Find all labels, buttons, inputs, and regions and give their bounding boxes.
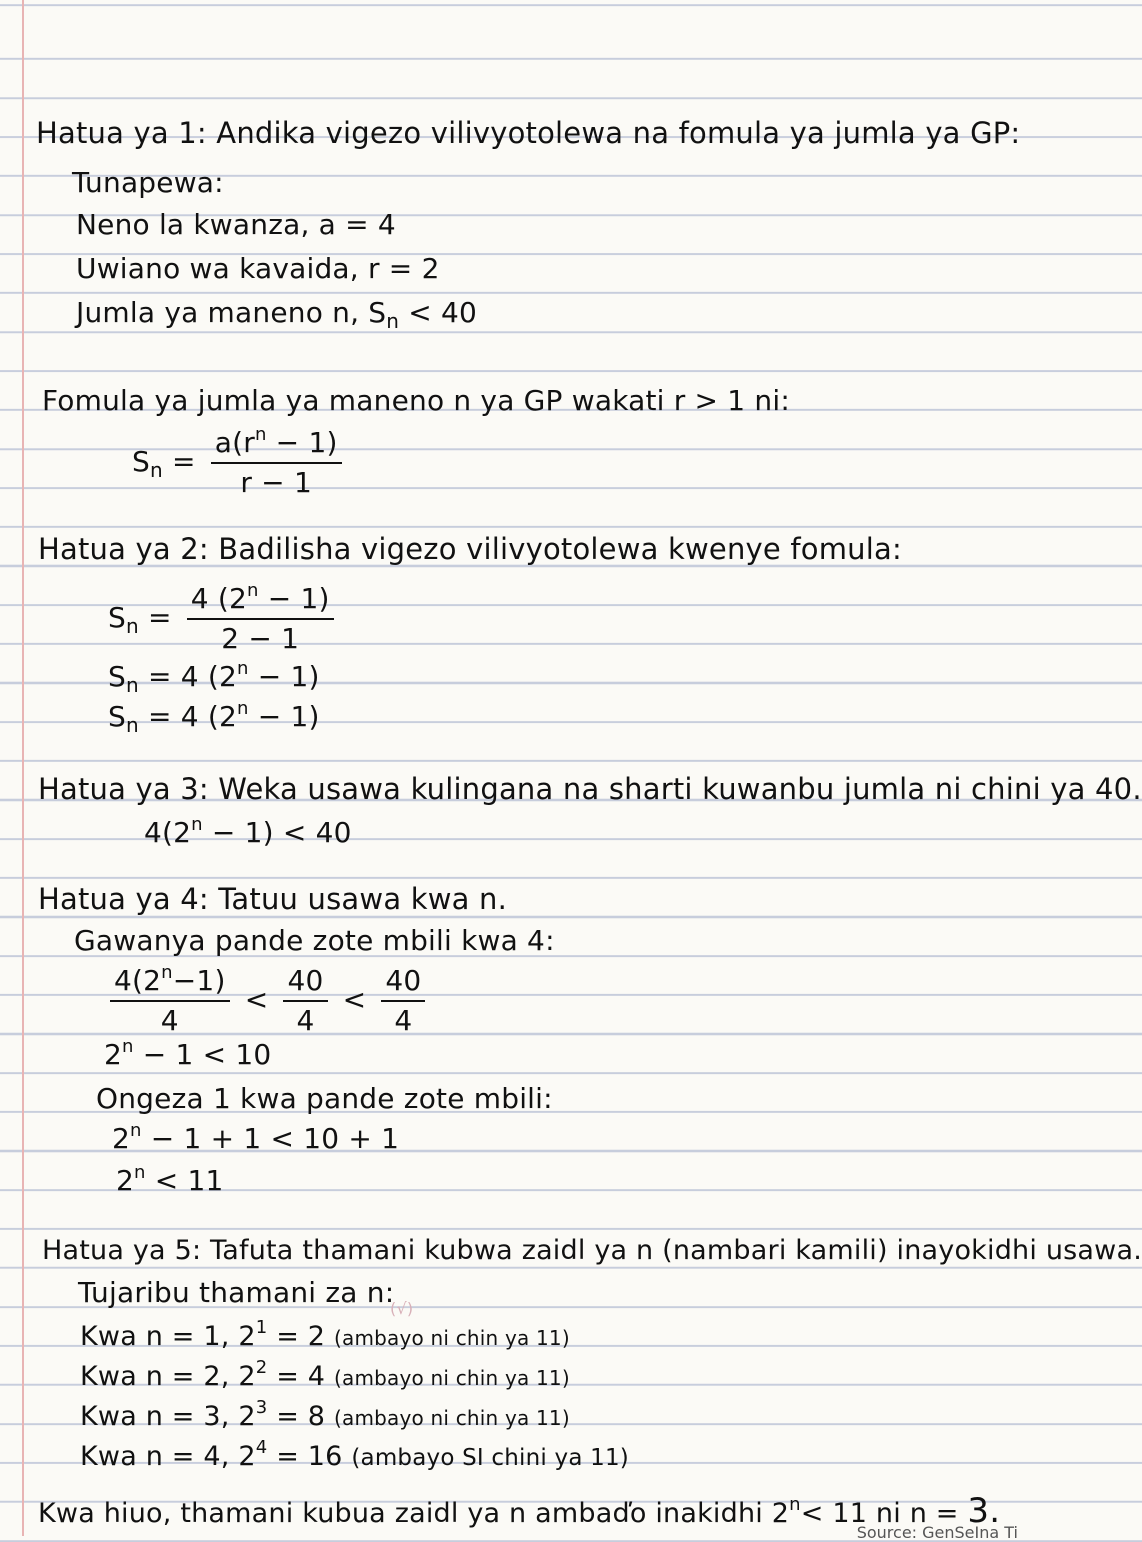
simplified-exponent: n (122, 1036, 134, 1057)
trial-2-rest: = 4 (267, 1361, 326, 1392)
sum-condition-suffix: < 40 (399, 296, 478, 329)
step4-heading: Hatua ya 4: Tatuu usawa kwa n. (38, 882, 508, 916)
added-a: 2 (112, 1122, 131, 1155)
divided-fraction-rhs (381, 964, 425, 1038)
divided-lhs-denominator: 4 (160, 1004, 179, 1037)
trial-4-rest: = 16 (267, 1441, 343, 1472)
trial-1-rest: = 2 (267, 1321, 326, 1352)
final-ineq-a: 2 (116, 1164, 135, 1197)
formula-numerator-a: a(r (214, 426, 255, 459)
substitution-line-1 (108, 582, 340, 656)
trial-row-4 (80, 1437, 629, 1475)
sub3-rhs-b: − 1) (248, 700, 320, 733)
trial-4-note: (ambayo SI chini ya 11) (351, 1445, 629, 1471)
substitution-line-2 (108, 658, 320, 697)
sum-condition-line (76, 296, 478, 333)
divided-rhs-denominator: 4 (394, 1004, 413, 1037)
trial-3-exponent: 3 (255, 1397, 268, 1418)
formula-lhs-subscript: n (149, 458, 163, 482)
divided-middle-denominator: 4 (296, 1004, 315, 1037)
sub3-lhs-subscript: n (125, 713, 139, 737)
step5-heading: Hatua ya 5: Tafuta thamani kubwa zaidl ya n (nambari kamili) inayokidhi usawa. (42, 1235, 1142, 1266)
final-inequality (116, 1164, 224, 1198)
divided-lhs-numerator-a: 4(2 (114, 964, 162, 997)
trial-3-rest: = 8 (267, 1401, 326, 1432)
trial-row-2 (80, 1357, 570, 1395)
sub1-numerator (187, 582, 334, 620)
substitution-line-3 (108, 698, 320, 737)
formula-fraction (211, 426, 342, 500)
final-answer: 3. (967, 1491, 1001, 1531)
formula-numerator-exponent: n (254, 424, 267, 445)
formula-lhs: S (132, 445, 150, 478)
formula-intro: Fomula ya jumla ya maneno n ya GP wakati r > 1 ni: (42, 384, 790, 417)
sub1-lhs-subscript: n (125, 614, 139, 638)
final-ineq-b: < 11 (145, 1164, 224, 1197)
sub3-rhs-exponent: n (237, 698, 249, 719)
conclusion-text-b: < 11 ni n = (800, 1498, 968, 1529)
divided-middle-numerator: 40 (283, 964, 327, 1002)
sub1-numerator-a: 4 (2 (190, 582, 248, 615)
simplified-a: 2 (104, 1038, 123, 1071)
sub2-equals: = (147, 660, 172, 693)
sub2-lhs-subscript: n (125, 673, 139, 697)
trial-3-note: (ambayo ni chin ya 11) (333, 1406, 570, 1430)
faint-pencil-mark: (√) (390, 1299, 414, 1318)
sub3-lhs: S (108, 700, 126, 733)
formula-numerator-b: − 1) (266, 426, 338, 459)
divided-fraction-lhs (110, 964, 230, 1038)
divided-lhs-exponent: n (161, 962, 173, 983)
inequality-line (144, 816, 352, 850)
sub3-equals: = (147, 700, 172, 733)
sub2-rhs-b: − 1) (248, 660, 320, 693)
trial-2-lead: Kwa n = 2, 2 (80, 1361, 256, 1392)
trial-row-1 (80, 1317, 570, 1355)
sub3-rhs-a: 4 (2 (180, 700, 238, 733)
simplified-inequality (104, 1038, 271, 1072)
notebook-margin-line (22, 0, 24, 1536)
formula-equals: = (171, 445, 196, 478)
sub2-rhs-a: 4 (2 (180, 660, 238, 693)
trial-2-note: (ambayo ni chin ya 11) (333, 1366, 570, 1390)
trial-3-lead: Kwa n = 3, 2 (80, 1401, 256, 1432)
conclusion-exponent: n (789, 1494, 801, 1515)
trial-row-3 (80, 1397, 570, 1435)
trial-4-lead: Kwa n = 4, 2 (80, 1441, 256, 1472)
simplified-b: − 1 < 10 (133, 1038, 272, 1071)
inequality-exponent: n (191, 814, 203, 835)
final-ineq-exponent: n (134, 1162, 146, 1183)
divided-lhs-numerator-b: −1) (172, 964, 226, 997)
trial-1-lead: Kwa n = 1, 2 (80, 1321, 256, 1352)
added-b: − 1 + 1 < 10 + 1 (141, 1122, 400, 1155)
first-term-line: Neno la kwanza, a = 4 (76, 208, 396, 241)
trial-4-exponent: 4 (255, 1437, 268, 1458)
sub2-rhs-exponent: n (237, 658, 249, 679)
conclusion-text-a: Kwa hiuo, thamani kubua zaidl ya n ambaďo inakidhi 2 (38, 1498, 790, 1529)
divided-rhs-numerator: 40 (381, 964, 425, 1002)
sub1-numerator-b: − 1) (258, 582, 330, 615)
inequality-b: − 1) < 40 (202, 816, 352, 849)
common-ratio-line: Uwiano wa kavaida, r = 2 (76, 252, 440, 285)
sum-condition-subscript: n (386, 309, 400, 333)
step1-heading: Hatua ya 1: Andika vigezo vilivyotolewa na fomula ya jumla ya GP: (36, 116, 1021, 150)
added-inequality (112, 1122, 399, 1156)
trial-1-exponent: 1 (255, 1317, 268, 1338)
trial-2-exponent: 2 (255, 1357, 268, 1378)
sub1-fraction (187, 582, 334, 656)
divide-instruction: Gawanya pande zote mbili kwa 4: (74, 924, 555, 957)
added-exponent: n (130, 1120, 142, 1141)
less-than-2: < (342, 983, 367, 1016)
divided-lhs-numerator (110, 964, 230, 1002)
add-instruction: Ongeza 1 kwa pande zote mbili: (96, 1082, 553, 1115)
less-than-1: < (244, 983, 269, 1016)
given-label: Tunapewa: (72, 166, 224, 199)
step2-heading: Hatua ya 2: Badilisha vigezo vilivyotolewa kwenye fomula: (38, 532, 902, 566)
sub1-lhs: S (108, 601, 126, 634)
source-watermark: Source: GenSeIna Ti (856, 1523, 1018, 1542)
divided-inequality (104, 964, 431, 1038)
trial-1-note: (ambayo ni chin ya 11) (333, 1326, 570, 1350)
sum-condition-prefix: Jumla ya maneno n, S (76, 296, 387, 329)
divided-fraction-middle (283, 964, 327, 1038)
inequality-a: 4(2 (144, 816, 192, 849)
gp-sum-formula (132, 426, 348, 500)
sub1-numerator-exponent: n (247, 580, 259, 601)
sub1-equals: = (147, 601, 172, 634)
formula-numerator (211, 426, 342, 464)
try-values-text: Tujaribu thamani za n: (78, 1276, 395, 1309)
formula-denominator: r − 1 (240, 466, 312, 499)
sub2-lhs: S (108, 660, 126, 693)
sub1-denominator: 2 − 1 (221, 622, 300, 655)
step3-heading: Hatua ya 3: Weka usawa kulingana na sharti kuwanbu jumla ni chini ya 40. (38, 772, 1142, 806)
